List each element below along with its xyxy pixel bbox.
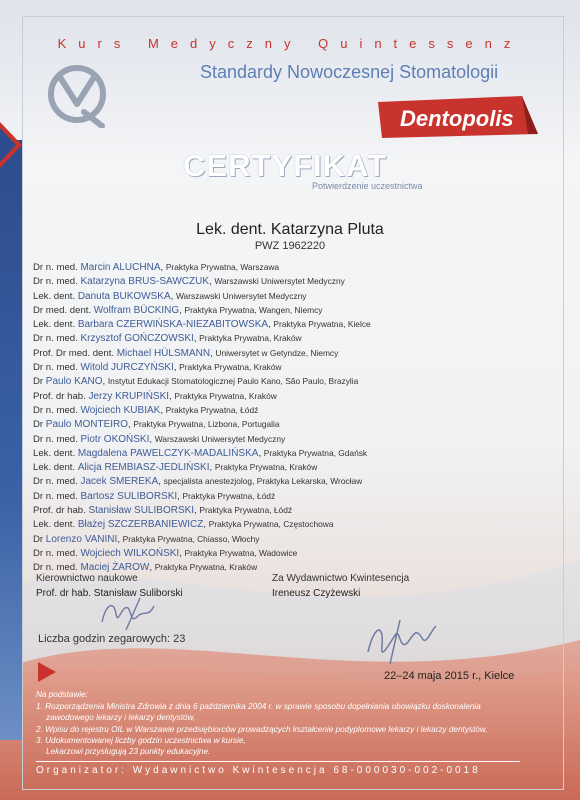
lecturer-name: Paulo KANO: [45, 376, 103, 388]
lecturer-name: Wolfram BÜCKING: [93, 304, 180, 316]
legal-basis-item: zawodowego lekarzy i lekarzy dentystów,: [46, 713, 196, 723]
lecturer-name: Błażej SZCZERBANIEWICZ: [77, 519, 204, 531]
lecturer-name: Piotr OKOŃSKI: [80, 433, 150, 445]
lecturer-row: Prof. dr hab. Jerzy KRUPIŃSKI, Praktyka Prywatna, Kraków: [33, 390, 277, 402]
lecturer-affiliation: specjalista anestezjolog, Praktyka Lekarska, Wrocław: [163, 476, 363, 487]
legal-basis-item: 3. Udokumentowanej liczby godzin uczestnictwa w kursie,: [36, 735, 246, 745]
lecturer-affiliation: Warszawski Uniwersytet Medyczny: [154, 433, 286, 444]
lecturer-name: Michael HÜLSMANN: [116, 347, 211, 359]
lecturer-row: Prof. Dr med. dent. Michael HÜLSMANN, Uniwersytet w Getyndze, Niemcy: [33, 347, 339, 359]
lecturer-row: Dr med. dent. Wolfram BÜCKING, Praktyka Prywatna, Wangen, Niemcy: [33, 304, 323, 316]
lecturer-name: Barbara CZERWIŃSKA-NIEZABITOWSKA: [77, 319, 269, 331]
red-play-icon: [38, 662, 56, 682]
footer-divider: [36, 761, 520, 762]
brand-name: Dentopolis: [400, 106, 514, 131]
lecturer-affiliation: Praktyka Prywatna, Kraków: [179, 362, 282, 373]
lecturer-row: Dr Paulo KANO, Instytut Edukacji Stomatologicznej Paulo Kano, São Paulo, Brazylia: [33, 376, 359, 388]
lecturer-row: Dr n. med. Katarzyna BRUS-SAWCZUK, Warszawski Uniwersytet Medyczny: [33, 276, 345, 288]
lecturer-title: Dr: [33, 376, 44, 388]
lecturer-affiliation: Praktyka Prywatna, Kielce: [273, 319, 371, 330]
lecturer-row: Lek. dent. Danuta BUKOWSKA, Warszawski Uniwersytet Medyczny: [33, 290, 307, 302]
lecturer-name: Paulo MONTEIRO: [45, 419, 129, 431]
lecturer-affiliation: Praktyka Prywatna, Kraków: [174, 390, 277, 401]
publisher-name: Ireneusz Czyżewski: [272, 588, 361, 599]
lecturer-name: Wojciech KUBIAK: [80, 404, 161, 416]
participant-name: Lek. dent. Katarzyna Pluta: [196, 221, 384, 238]
lecturer-title: Dr n. med.: [33, 276, 78, 288]
scientific-board-label: Kierownictwo naukowe: [36, 573, 138, 584]
lecturer-title: Lek. dent.: [33, 519, 76, 531]
lecturer-name: Magdalena PAWELCZYK-MADALIŃSKA: [77, 447, 259, 459]
lecturer-row: Dr n. med. Jacek SMEREKA, specjalista anestezjolog, Praktyka Lekarska, Wrocław: [33, 476, 363, 488]
lecturer-row: Dr n. med. Wojciech KUBIAK, Praktyka Prywatna, Łódź: [33, 404, 259, 416]
legal-basis-header: Na podstawie:: [36, 690, 88, 699]
lecturer-row: Lek. dent. Alicja REMBIASZ-JEDLIŃSKI, Praktyka Prywatna, Kraków: [33, 462, 318, 474]
scientific-board-name: Prof. dr hab. Stanisław Suliborski: [36, 588, 183, 599]
lecturer-row: Dr Lorenzo VANINI, Praktyka Prywatna, Chiasso, Włochy: [33, 533, 260, 545]
lecturer-title: Dr n. med.: [33, 433, 78, 445]
lecturer-row: Lek. dent. Magdalena PAWELCZYK-MADALIŃSKA, Praktyka Prywatna, Gdańsk: [33, 447, 368, 459]
legal-basis-item: 1. Rozporządzenia Ministra Zdrowia z dnia 6 października 2004 r. w sprawie sposobu dopełniania obowiązku doskonalenia: [36, 702, 481, 712]
lecturer-title: Prof. dr hab.: [33, 505, 86, 517]
lecturer-name: Witold JURCZYŃSKI: [80, 362, 174, 374]
lecturer-row: Lek. dent. Barbara CZERWIŃSKA-NIEZABITOWSKA, Praktyka Prywatna, Kielce: [33, 319, 371, 331]
lecturer-name: Marcin ALUCHNA: [80, 262, 161, 273]
lecturer-affiliation: Praktyka Prywatna, Częstochowa: [208, 519, 334, 530]
lecturer-affiliation: Praktyka Prywatna, Wangen, Niemcy: [184, 304, 323, 315]
lecturer-affiliation: Praktyka Prywatna, Lizbona, Portugalia: [133, 419, 280, 430]
lecturer-name: Stanisław SULIBORSKI: [88, 505, 195, 517]
lecturer-title: Dr n. med.: [33, 562, 78, 574]
lecturer-title: Dr n. med.: [33, 362, 78, 374]
lecturer-title: Dr n. med.: [33, 262, 78, 273]
lecturer-title: Dr n. med.: [33, 490, 78, 502]
lecturer-title: Dr n. med.: [33, 333, 78, 345]
lecturer-row: Lek. dent. Błażej SZCZERBANIEWICZ, Praktyka Prywatna, Częstochowa: [33, 519, 334, 531]
lecturer-affiliation: Praktyka Prywatna, Kraków: [199, 333, 302, 344]
lecturer-row: Dr n. med. Krzysztof GOŃCZOWSKI, Praktyka Prywatna, Kraków: [33, 333, 302, 345]
lecturer-name: Jacek SMEREKA: [80, 476, 159, 488]
lecturer-title: Dr med. dent.: [33, 304, 92, 316]
lecturer-affiliation: Instytut Edukacji Stomatologicznej Paulo Kano, São Paulo, Brazylia: [107, 376, 359, 387]
lecturer-title: Lek. dent.: [33, 319, 76, 331]
lecturer-name: Maciej ŻAROW: [80, 562, 150, 574]
course-subtitle: Standardy Nowoczesnej Stomatologii: [200, 62, 499, 82]
lecturer-row: Dr n. med. Wojciech WILKOŃSKI, Praktyka Prywatna, Wadowice: [33, 547, 298, 559]
lecturer-title: Lek. dent.: [33, 290, 76, 302]
lecturer-affiliation: Warszawski Uniwersytet Medyczny: [175, 290, 307, 301]
left-signature-icon: [96, 594, 166, 634]
lecturer-affiliation: Praktyka Prywatna, Łódź: [182, 490, 276, 501]
course-date: 22–24 maja 2015 r., Kielce: [384, 670, 515, 682]
lecturer-title: Dr n. med.: [33, 404, 78, 416]
lecturer-title: Dr: [33, 533, 44, 545]
lecturer-affiliation: Praktyka Prywatna, Łódź: [199, 505, 293, 516]
lecturer-name: Wojciech WILKOŃSKI: [80, 547, 180, 559]
lecturer-title: Dr n. med.: [33, 476, 78, 488]
lecturer-title: Prof. Dr med. dent.: [33, 347, 115, 359]
lecturer-row: Dr n. med. Bartosz SULIBORSKI, Praktyka Prywatna, Łódź: [33, 490, 276, 502]
lecturer-affiliation: Praktyka Prywatna, Gdańsk: [263, 447, 368, 458]
lecturer-row: Prof. dr hab. Stanisław SULIBORSKI, Praktyka Prywatna, Łódź: [33, 505, 293, 517]
lecturer-name: Alicja REMBIASZ-JEDLIŃSKI: [77, 462, 210, 474]
lecturer-title: Lek. dent.: [33, 447, 76, 459]
lecturer-name: Jerzy KRUPIŃSKI: [88, 390, 170, 402]
lecturer-name: Lorenzo VANINI: [45, 533, 118, 545]
certificate-title: CERTYFIKAT: [183, 148, 388, 183]
lecturer-title: Prof. dr hab.: [33, 390, 86, 402]
lecturer-row: Dr n. med. Maciej ŻAROW, Praktyka Prywatna, Kraków: [33, 562, 258, 574]
lecturer-affiliation: Praktyka Prywatna, Warszawa: [165, 262, 280, 272]
lecturer-row: Dr Paulo MONTEIRO, Praktyka Prywatna, Lizbona, Portugalia: [33, 419, 280, 431]
legal-basis-item: 2. Wpisu do rejestru OIL w Warszawie przedsiębiorców prowadzących kształcenie podyplomowe lekarzy i lekarzy dentystów,: [36, 724, 488, 734]
lecturer-affiliation: Praktyka Prywatna, Łódź: [165, 404, 259, 415]
lecturer-name: Katarzyna BRUS-SAWCZUK: [80, 276, 210, 288]
lecturer-name: Danuta BUKOWSKA: [77, 290, 171, 302]
lecturer-affiliation: Praktyka Prywatna, Kraków: [154, 562, 258, 573]
lecturer-title: Dr n. med.: [33, 547, 78, 559]
left-arrow-icon: [0, 122, 22, 168]
quintessenz-logo-icon: [44, 64, 110, 128]
lecturer-name: Bartosz SULIBORSKI: [80, 490, 178, 502]
lecturer-affiliation: Praktyka Prywatna, Chiasso, Włochy: [122, 533, 260, 544]
lecturer-affiliation: Warszawski Uniwersytet Medyczny: [214, 276, 345, 287]
lecturer-affiliation: Praktyka Prywatna, Wadowice: [184, 547, 298, 558]
lecturer-affiliation: Praktyka Prywatna, Kraków: [214, 462, 318, 473]
lecturer-list: [33, 262, 553, 577]
participant-pwz: PWZ 1962220: [254, 240, 326, 252]
publisher-label: Za Wydawnictwo Kwintesencja: [272, 573, 410, 584]
right-signature-icon: [360, 612, 440, 672]
organizer-footer: Organizator: Wydawnictwo Kwintesencja 68-000030-002-0018: [36, 765, 481, 776]
lecturer-row: Dr n. med. Piotr OKOŃSKI, Warszawski Uniwersytet Medyczny: [33, 433, 286, 445]
lecturer-name: Krzysztof GOŃCZOWSKI: [80, 333, 194, 345]
lecturer-title: Lek. dent.: [33, 462, 76, 474]
lecturer-row: Dr n. med. Witold JURCZYŃSKI, Praktyka Prywatna, Kraków: [33, 362, 282, 374]
legal-basis-item: Lekarzowi przysługują 23 punkty edukacyjne.: [46, 747, 211, 757]
lecturer-affiliation: Uniwersytet w Getyndze, Niemcy: [215, 347, 339, 358]
hours-count: Liczba godzin zegarowych: 23: [38, 633, 186, 645]
lecturer-row: Dr n. med. Marcin ALUCHNA, Praktyka Prywatna, Warszawa: [33, 262, 280, 273]
lecturer-title: Dr: [33, 419, 44, 431]
course-name: Kurs Medyczny Quintessenz: [57, 36, 523, 51]
legal-basis: [36, 689, 556, 757]
certificate-subtitle: Potwierdzenie uczestnictwa: [312, 181, 423, 191]
